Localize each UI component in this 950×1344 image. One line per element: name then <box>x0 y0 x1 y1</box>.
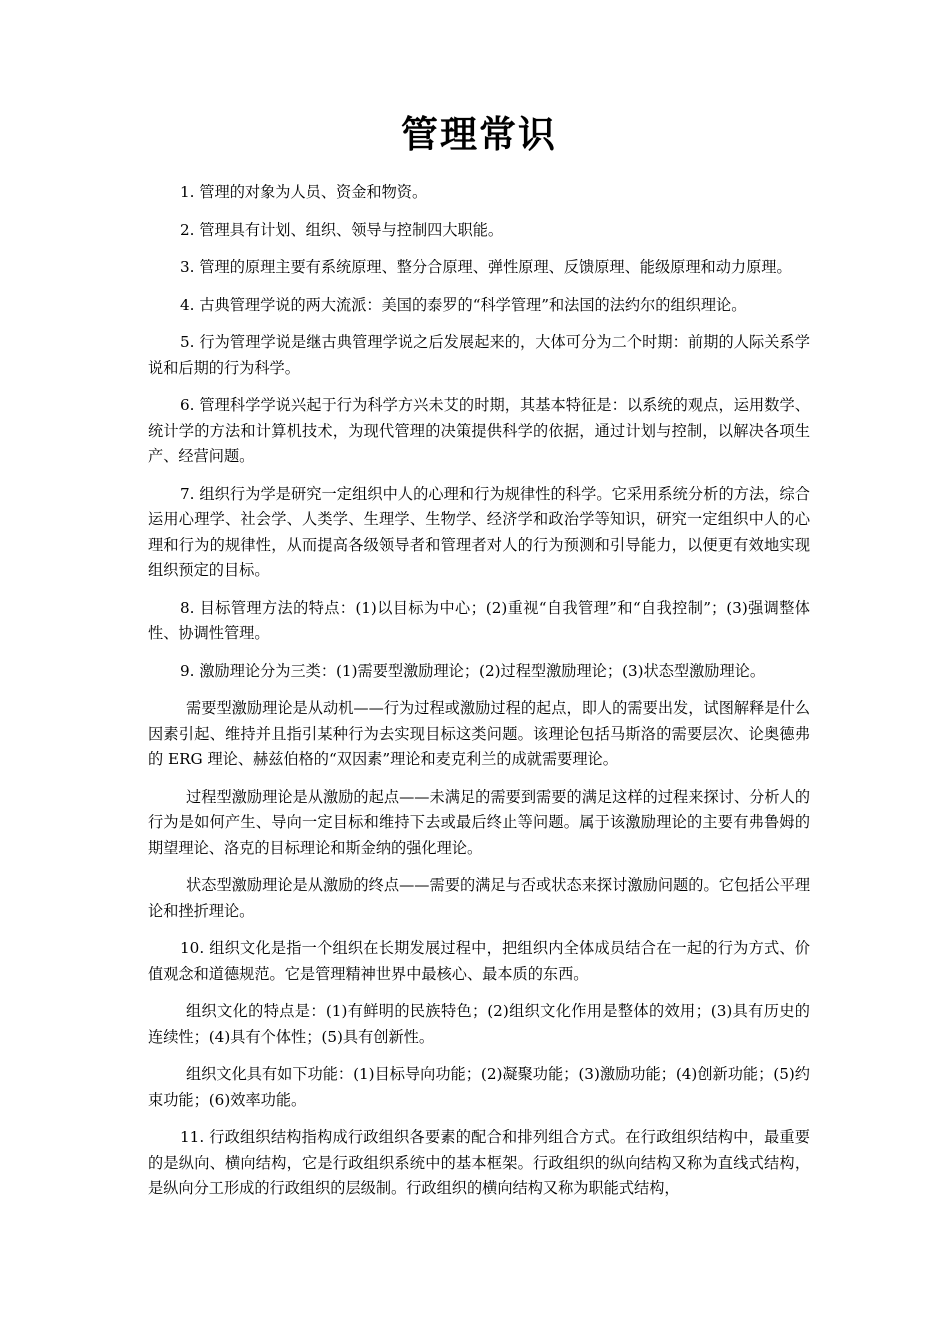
paragraph-7: 7. 组织行为学是研究一定组织中人的心理和行为规律性的科学。它采用系统分析的方法，综合运用心理学、社会学、人类学、生理学、生物学、经济学和政治学等知识，研究一定组织中人的心理和行为的规律性，从而提高各级领导者和管理者对人的行为预测和引导能力，以便更有效地实现组织预定的目标。 <box>148 484 810 579</box>
paragraph-11: 11. 行政组织结构指构成行政组织各要素的配合和排列组合方式。在行政组织结构中，最重要的是纵向、横向结构，它是行政组织系统中的基本框架。行政组织的纵向结构又称为直线式结构，是纵向分工形成的行政组织的层级制。行政组织的横向结构又称为职能式结构， <box>148 1128 810 1197</box>
paragraph-8: 8. 目标管理方法的特点：(1)以目标为中心；(2)重视“自我管理”和“自我控制”；(3)强调整体性、协调性管理。 <box>148 598 810 642</box>
paragraph-need-theory: 需要型激励理论是从动机——行为过程或激励过程的起点，即人的需要出发，试图解释是什么因素引起、维持并且指引某种行为去实现目标这类问题。该理论包括马斯洛的需要层次、论奥德弗的 ERG 理论、赫兹伯格的“双因素”理论和麦克利兰的成就需要理论。 <box>148 699 810 768</box>
paragraph-culture-features: 组织文化的特点是：(1)有鲜明的民族特色；(2)组织文化作用是整体的效用；(3)具有历史的连续性；(4)具有个体性；(5)具有创新性。 <box>148 1002 810 1046</box>
paragraph-5: 5. 行为管理学说是继古典管理学说之后发展起来的，大体可分为二个时期：前期的人际关系学说和后期的行为科学。 <box>148 333 810 377</box>
paragraph-1: 1. 管理的对象为人员、资金和物资。 <box>180 183 428 201</box>
document-page <box>148 0 810 1214</box>
paragraph-process-theory: 过程型激励理论是从激励的起点——未满足的需要到需要的满足这样的过程来探讨、分析人的行为是如何产生、导向一定目标和维持下去或最后终止等问题。属于该激励理论的主要有弗鲁姆的期望理论、洛克的目标理论和斯金纳的强化理论。 <box>148 787 810 857</box>
paragraph-10: 10. 组织文化是指一个组织在长期发展过程中，把组织内全体成员结合在一起的行为方式、价值观念和道德规范。它是管理精神世界中最核心、最本质的东西。 <box>148 939 810 983</box>
paragraph-2: 2. 管理具有计划、组织、领导与控制四大职能。 <box>180 220 504 239</box>
paragraph-9: 9. 激励理论分为三类：(1)需要型激励理论；(2)过程型激励理论；(3)状态型激励理论。 <box>180 661 766 680</box>
paragraph-6: 6. 管理科学学说兴起于行为科学方兴未艾的时期，其基本特征是：以系统的观点，运用数学、统计学的方法和计算机技术，为现代管理的决策提供科学的依据，通过计划与控制，以解决各项生产、经营问题。 <box>148 396 810 465</box>
paragraph-4: 4. 古典管理学说的两大流派：美国的泰罗的“科学管理”和法国的法约尔的组织理论。 <box>180 295 747 314</box>
document-body <box>148 180 810 1202</box>
paragraph-3: 3. 管理的原理主要有系统原理、整分合原理、弹性原理、反馈原理、能级原理和动力原理。 <box>180 258 792 276</box>
paragraph-state-theory: 状态型激励理论是从激励的终点——需要的满足与否或状态来探讨激励问题的。它包括公平理论和挫折理论。 <box>148 876 810 920</box>
paragraph-culture-functions: 组织文化具有如下功能：(1)目标导向功能；(2)凝聚功能；(3)激励功能；(4)创新功能；(5)约束功能；(6)效率功能。 <box>148 1065 810 1109</box>
document-title: 管理常识 <box>401 112 557 156</box>
